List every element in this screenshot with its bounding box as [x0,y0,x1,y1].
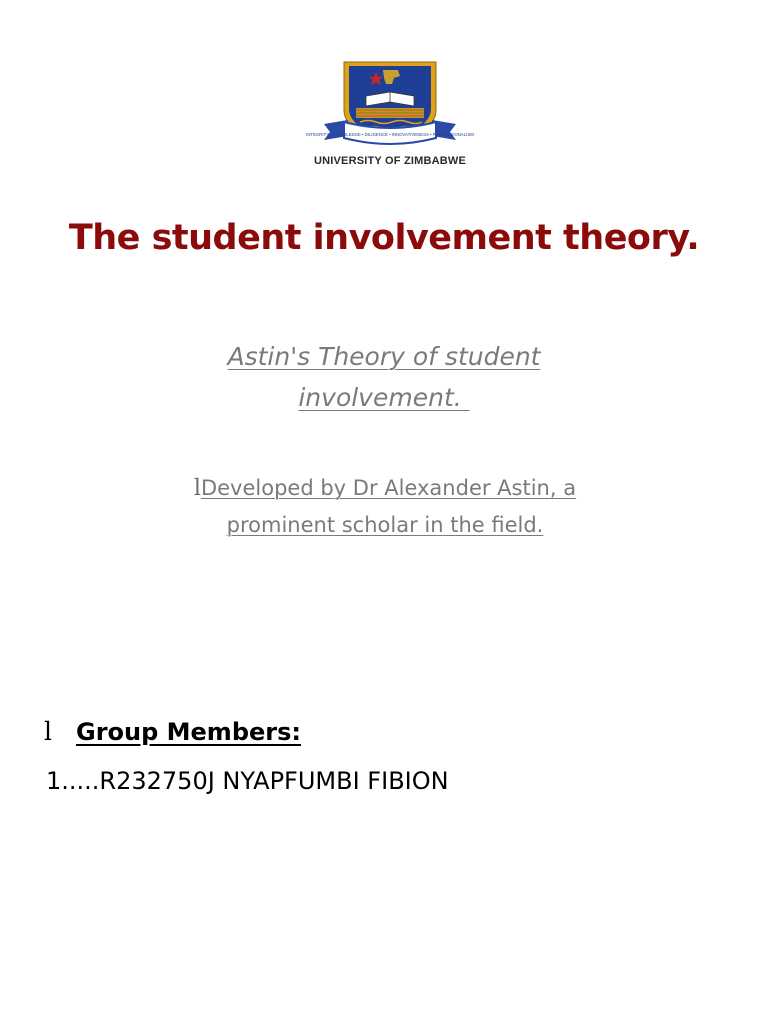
developer-line-2: prominent scholar in the field. [226,513,544,537]
subtitle-line-2: involvement. [298,383,470,412]
member-list-item: 1.....R232750J NYAPFUMBI FIBION [46,767,449,795]
subtitle [184,336,584,418]
group-members-heading: Group Members: [76,718,301,746]
university-name: UNIVERSITY OF ZIMBABWE [313,155,467,167]
subtitle-line-1: Astin's Theory of student [227,342,541,371]
page-title: The student involvement theory. [68,218,700,258]
group-members-heading-row [44,717,301,757]
bullet-marker: l [44,717,52,746]
university-crest-icon [288,52,492,152]
developer-note [150,470,620,543]
university-logo [288,52,492,177]
bullet-marker: l [193,476,201,501]
motto-text: INTEGRITY • KNOWLEDGE • DILIGENCE • INNOVATIVENESS • PROFESSIONALISM [306,132,474,137]
developer-line-1: Developed by Dr Alexander Astin, a [200,476,577,500]
